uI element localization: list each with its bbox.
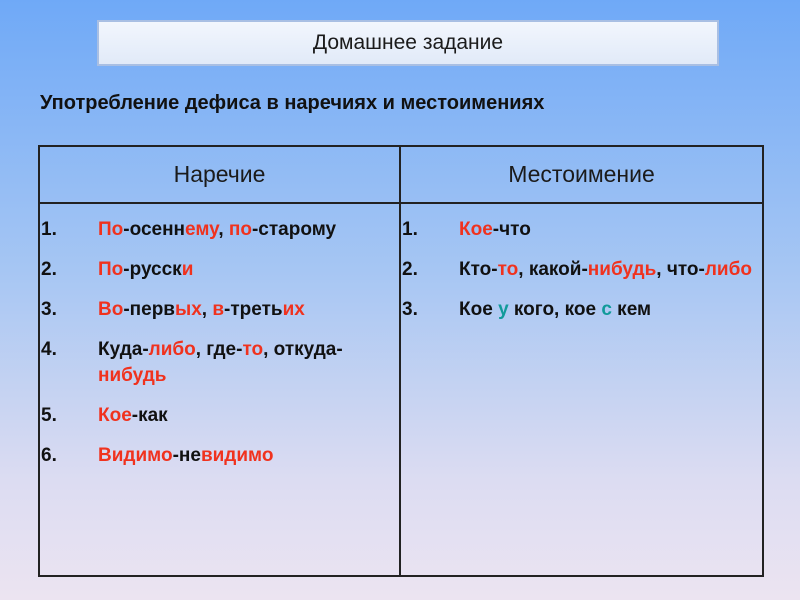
highlighted-part: нибудь: [98, 365, 167, 386]
highlighted-part: ых: [174, 299, 202, 320]
header-pronoun: Местоимение: [400, 146, 763, 203]
pronoun-text: [459, 217, 761, 243]
pronoun-item: [402, 297, 761, 323]
word-part: -перв: [123, 299, 175, 320]
list-number: 6.: [41, 445, 57, 466]
table-body-row: [39, 203, 763, 576]
highlighted-part: с: [601, 299, 612, 320]
adverb-text: [98, 297, 398, 323]
highlighted-part: их: [282, 299, 305, 320]
header-adverb: Наречие: [39, 146, 400, 203]
word-part: -треть: [224, 299, 283, 320]
highlighted-part: в: [212, 299, 225, 320]
adverb-item: [41, 257, 398, 283]
adverb-item: [41, 297, 398, 323]
highlighted-part: Видимо: [98, 445, 173, 466]
list-number: 4.: [41, 339, 57, 360]
list-number: 1.: [41, 219, 57, 240]
title-box: [97, 20, 719, 66]
adverb-text: [98, 403, 398, 429]
word-part: ,: [201, 299, 213, 320]
highlighted-part: Кое: [98, 405, 132, 426]
word-part: -осенн: [123, 219, 186, 240]
word-part: , что-: [656, 259, 705, 280]
table-header-row: [39, 146, 763, 203]
list-number: 2.: [402, 259, 418, 280]
page-subtitle: Употребление дефиса в наречиях и местоимениях: [40, 92, 545, 114]
highlighted-part: ему: [185, 219, 219, 240]
pronoun-text: [459, 257, 761, 283]
word-part: Кто-: [459, 259, 498, 280]
pronoun-list: [402, 205, 761, 323]
highlighted-part: у: [498, 299, 509, 320]
adverb-item: [41, 217, 398, 243]
pronoun-item: [402, 257, 761, 283]
word-part: ,: [218, 219, 229, 240]
pronoun-cell: [400, 203, 763, 576]
word-part: , откуда-: [263, 339, 343, 360]
highlighted-part: Во: [98, 299, 124, 320]
list-number: 2.: [41, 259, 57, 280]
highlighted-part: По: [98, 219, 124, 240]
hyphen-table: [38, 145, 764, 577]
highlighted-part: либо: [148, 339, 196, 360]
highlighted-part: нибудь: [587, 259, 657, 280]
list-number: 3.: [41, 299, 57, 320]
adverb-item: [41, 403, 398, 429]
word-part: -как: [131, 405, 168, 426]
highlighted-part: либо: [704, 259, 752, 280]
highlighted-part: то: [497, 259, 519, 280]
word-part: -русск: [123, 259, 182, 280]
word-part: -что: [492, 219, 531, 240]
list-number: 5.: [41, 405, 57, 426]
adverb-item: [41, 337, 398, 389]
highlighted-part: и: [181, 259, 194, 280]
word-part: , какой-: [518, 259, 588, 280]
highlighted-part: видимо: [200, 445, 274, 466]
word-part: Кое: [459, 299, 499, 320]
highlighted-part: то: [242, 339, 264, 360]
list-number: 3.: [402, 299, 418, 320]
page-title: Домашнее задание: [312, 31, 504, 54]
highlighted-part: по: [228, 219, 252, 240]
pronoun-item: [402, 217, 761, 243]
word-part: Куда-: [98, 339, 149, 360]
highlighted-part: Кое: [459, 219, 493, 240]
adverb-cell: [39, 203, 400, 576]
word-part: , где-: [195, 339, 243, 360]
pronoun-text: [459, 297, 761, 323]
word-part: кого, кое: [508, 299, 602, 320]
adverb-text: [98, 217, 398, 243]
word-part: -не: [172, 445, 201, 466]
adverb-list: [41, 205, 398, 469]
adverb-item: [41, 443, 398, 469]
word-part: кем: [611, 299, 652, 320]
list-number: 1.: [402, 219, 418, 240]
adverb-text: [98, 257, 398, 283]
highlighted-part: По: [98, 259, 124, 280]
adverb-text: [98, 443, 398, 469]
adverb-text: [98, 337, 398, 389]
word-part: -старому: [251, 219, 337, 240]
